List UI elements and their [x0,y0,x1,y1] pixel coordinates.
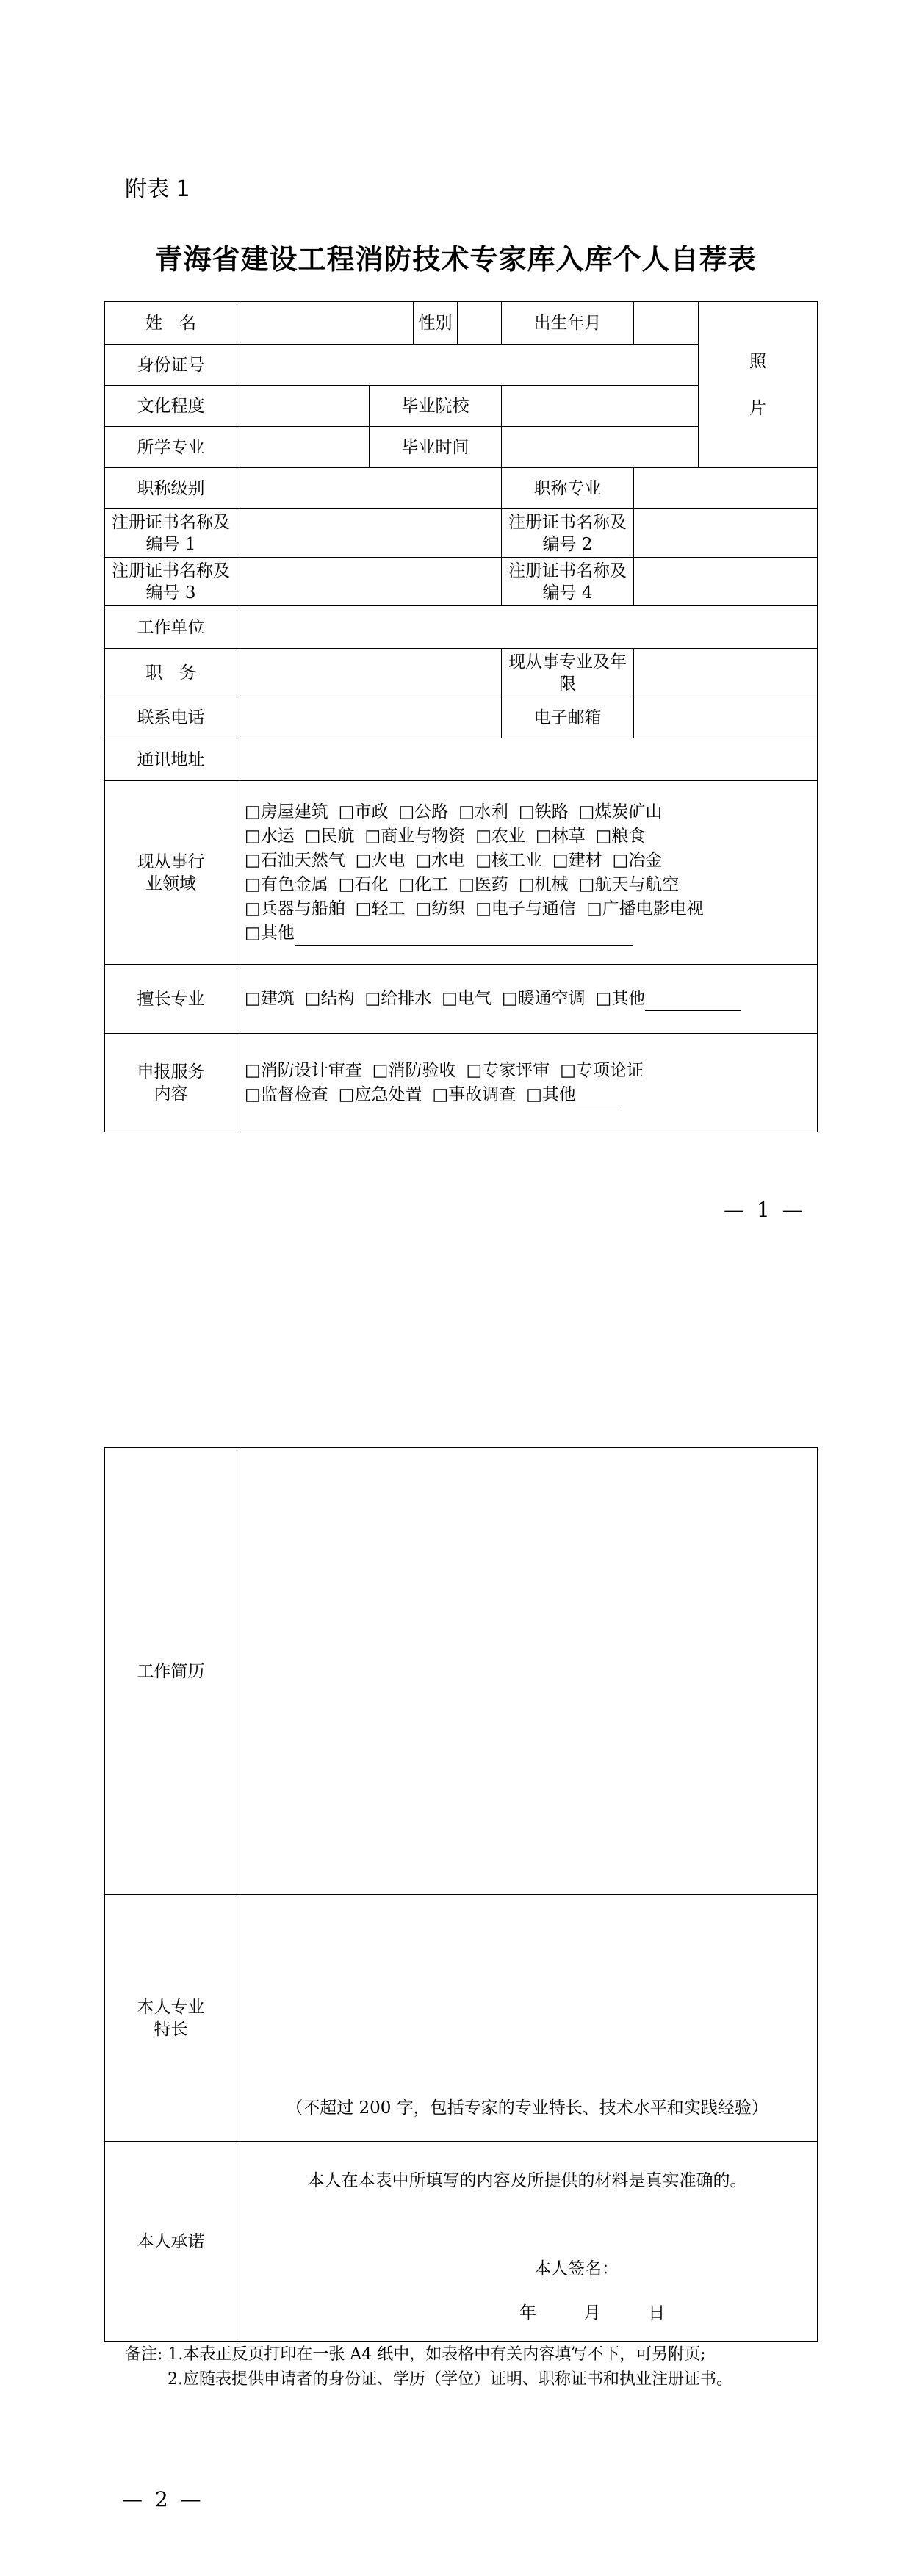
grad-time-field[interactable] [502,427,699,468]
industry-option[interactable]: □农业 [475,826,525,846]
birth-field[interactable] [634,302,699,345]
application-form-page1 [104,301,818,1132]
specialty-option[interactable]: □给排水 [364,989,432,1008]
expertise-label: 本人专业特长 [105,1895,237,2142]
industry-option[interactable]: □火电 [355,850,406,870]
industry-option[interactable]: □医药 [458,874,508,894]
grad-time-label: 毕业时间 [370,427,502,468]
service-other-blank[interactable] [576,1089,620,1107]
cert2-label: 注册证书名称及编号 2 [502,509,634,558]
specialty-option[interactable]: □其他 [595,989,646,1008]
industry-row [245,873,814,897]
specialty-other-blank[interactable] [645,993,741,1011]
industry-option[interactable]: □机械 [518,874,569,894]
application-form-page2 [104,1447,818,2342]
date-month: 月 [583,2303,601,2323]
note-1: 备注: 1.本表正反页打印在一张 A4 纸中，如表格中有关内容填写不下，可另附页; [125,2345,706,2364]
phone-label: 联系电话 [105,697,237,738]
phone-field[interactable] [237,697,502,738]
industry-option[interactable]: □广播电影电视 [586,899,704,918]
expertise-hint: （不超过 200 字，包括专家的专业特长、技术水平和实践经验） [286,2098,768,2118]
industry-row [245,849,814,873]
school-field[interactable] [502,386,699,427]
page-number-1: — 1 — [724,1198,806,1222]
industry-option[interactable]: □核工业 [475,850,542,870]
industry-options[interactable] [237,781,818,965]
form-title: 青海省建设工程消防技术专家库入库个人自荐表 [154,242,757,276]
industry-option[interactable]: □轻工 [355,899,406,918]
id-field[interactable] [237,345,699,386]
email-field[interactable] [634,697,818,738]
industry-option[interactable]: □石油天然气 [245,850,345,870]
specialty-option[interactable]: □建筑 [245,989,295,1008]
birth-label: 出生年月 [502,302,634,345]
title-major-label: 职称专业 [502,468,634,509]
industry-option[interactable]: □化工 [398,874,449,894]
id-label: 身份证号 [105,345,237,386]
title-level-field[interactable] [237,468,502,509]
date-year: 年 [519,2303,536,2323]
school-label: 毕业院校 [370,386,502,427]
employer-field[interactable] [237,606,818,649]
specialty-label: 擅长专业 [105,965,237,1034]
industry-other-blank[interactable] [295,927,633,946]
cert4-field[interactable] [634,558,818,606]
service-option[interactable]: □消防设计审查 [245,1060,362,1080]
page-number-2: — 2 — [122,2487,204,2511]
industry-option[interactable]: □冶金 [612,850,663,870]
cert3-field[interactable] [237,558,502,606]
address-field[interactable] [237,738,818,781]
gender-field[interactable] [458,302,502,345]
service-option[interactable]: □专项论证 [560,1060,644,1080]
industry-option[interactable]: □兵器与船舶 [245,899,345,918]
major-label: 所学专业 [105,427,237,468]
industry-row [245,824,814,849]
photo-label-bottom: 片 [749,398,766,418]
name-label: 姓 名 [105,302,237,345]
industry-label: 现从事行业领域 [105,781,237,965]
industry-option[interactable]: □公路 [398,802,449,821]
industry-option[interactable]: □航天与航空 [578,874,680,894]
industry-option[interactable]: □纺织 [415,899,466,918]
service-row [245,1059,814,1083]
industry-option[interactable]: □建材 [552,850,602,870]
email-label: 电子邮箱 [502,697,634,738]
current-major-label: 现从事专业及年限 [502,649,634,697]
position-field[interactable] [237,649,502,697]
industry-row [245,800,814,824]
major-field[interactable] [237,427,370,468]
industry-option[interactable]: □有色金属 [245,874,328,894]
industry-option[interactable]: □商业与物资 [364,826,466,846]
position-label: 职 务 [105,649,237,697]
industry-option[interactable]: □民航 [304,826,355,846]
gender-label: 性别 [414,302,458,345]
current-major-field[interactable] [634,649,818,697]
name-field[interactable] [237,302,414,345]
cert1-label: 注册证书名称及编号 1 [105,509,237,558]
service-option[interactable]: □专家评审 [466,1060,550,1080]
cert1-field[interactable] [237,509,502,558]
industry-option[interactable]: □石化 [338,874,389,894]
employer-label: 工作单位 [105,606,237,649]
industry-option[interactable]: □电子与通信 [475,899,576,918]
service-option[interactable]: □应急处置 [338,1084,422,1104]
industry-option[interactable]: □煤炭矿山 [578,802,663,821]
resume-field[interactable] [237,1448,818,1895]
pledge-label: 本人承诺 [105,2142,237,2342]
service-option[interactable]: □消防验收 [372,1060,456,1080]
pledge-field[interactable] [237,2142,818,2342]
industry-row [245,897,814,921]
education-field[interactable] [237,386,370,427]
industry-option[interactable]: □林草 [535,826,586,846]
attachment-caption: 附表 1 [125,176,190,202]
address-label: 通讯地址 [105,738,237,781]
specialty-option[interactable]: □电气 [442,989,491,1008]
service-row [245,1083,814,1107]
date-day: 日 [648,2303,666,2323]
cert4-label: 注册证书名称及编号 4 [502,558,634,606]
industry-option[interactable]: □铁路 [518,802,569,821]
service-option[interactable]: □事故调查 [432,1084,516,1104]
education-label: 文化程度 [105,386,237,427]
title-level-label: 职称级别 [105,468,237,509]
service-option[interactable]: □监督检查 [245,1084,328,1104]
service-label: 申报服务内容 [105,1034,237,1132]
expertise-field[interactable] [237,1895,818,2142]
cert3-label: 注册证书名称及编号 3 [105,558,237,606]
specialty-option[interactable]: □暖通空调 [501,989,586,1008]
note-2: 2.应随表提供申请者的身份证、学历（学位）证明、职称证书和执业注册证书。 [168,2370,732,2389]
signature-label: 本人签名： [534,2259,619,2278]
industry-option[interactable]: □粮食 [595,826,646,846]
industry-option-other[interactable]: □其他 [245,923,295,943]
service-options[interactable] [237,1034,818,1132]
industry-option[interactable]: □市政 [338,802,389,821]
title-major-field[interactable] [634,468,818,509]
photo-label-top: 照 [749,351,766,371]
cert2-field[interactable] [634,509,818,558]
specialty-options[interactable] [237,965,818,1034]
specialty-option[interactable]: □结构 [304,989,355,1008]
resume-label: 工作简历 [105,1448,237,1895]
service-option[interactable]: □其他 [526,1084,576,1104]
industry-option[interactable]: □水利 [458,802,508,821]
photo-area[interactable] [699,302,818,468]
industry-option[interactable]: □水电 [415,850,466,870]
pledge-text: 本人在本表中所填写的内容及所提供的材料是真实准确的。 [307,2171,747,2190]
industry-option[interactable]: □房屋建筑 [245,802,328,821]
industry-option[interactable]: □水运 [245,826,295,846]
